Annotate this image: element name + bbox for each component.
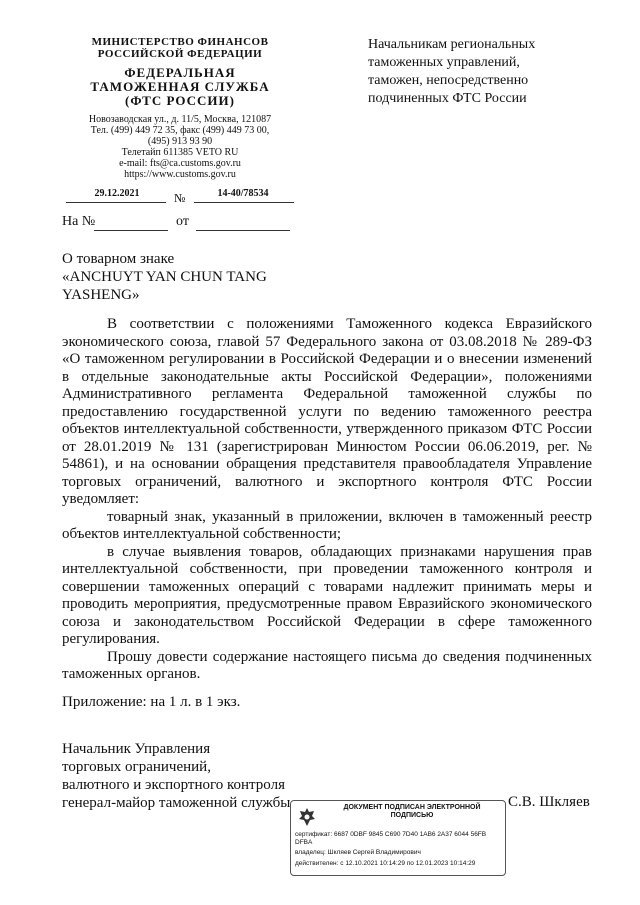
letter-body — [62, 316, 592, 684]
ministry-line: РОССИЙСКОЙ ФЕДЕРАЦИИ — [97, 48, 263, 60]
subject — [62, 250, 267, 304]
electronic-signature-stamp — [290, 800, 506, 876]
body-paragraph: в случае выявления товаров, обладающих признаками нарушения прав интеллектуальной собственности, при проведении таможенного контроля и совершении таможенных операций с товарами надлежит принимать меры и проводить мероприятия, предусмотренные правом Евразийского экономического союза и законодательством Российской Федерации в сфере таможенного регулирования. — [62, 543, 592, 647]
service-line: ТАМОЖЕННАЯ СЛУЖБА — [90, 79, 270, 94]
body-paragraph: товарный знак, указанный в приложении, включен в таможенный реестр объектов интеллектуальной собственности; — [62, 508, 592, 542]
reference-label: На № — [62, 214, 96, 229]
stamp-header-line: ПОДПИСЬЮ — [390, 812, 434, 819]
reference-date-line — [196, 230, 290, 231]
number-sign: № — [174, 191, 186, 205]
reference-number-line — [94, 230, 168, 231]
stamp-validity: действителен: с 12.10.2021 10:14:29 по 12.01.2023 10:14:29 — [295, 860, 476, 867]
signatory-title-line: валютного и экспортного контроля — [62, 777, 285, 793]
address-line: Телетайп 611385 VETO RU — [121, 147, 239, 158]
signatory-name: С.В. Шкляев — [508, 794, 590, 810]
reference-from: от — [176, 214, 189, 229]
address-line: https://www.customs.gov.ru — [124, 169, 236, 180]
signatory-title-line: Начальник Управления — [62, 741, 211, 757]
body-paragraph: Прошу довести содержание настоящего письма до сведения подчиненных таможенных органов. — [62, 648, 592, 682]
signatory-title — [62, 740, 290, 812]
address-line: e-mail: fts@ca.customs.gov.ru — [119, 158, 241, 169]
address-line: (495) 913 93 90 — [147, 136, 213, 147]
stamp-certificate: сертификат: 6687 0DBF 9845 C690 7D40 1AB6 2A37 6044 56FB DFBA — [295, 831, 487, 846]
stamp-header-line: ДОКУМЕНТ ПОДПИСАН ЭЛЕКТРОННОЙ — [343, 804, 481, 811]
subject-line: YASHENG» — [62, 287, 140, 303]
service-line: ФЕДЕРАЛЬНАЯ — [124, 65, 236, 80]
subject-line: О товарном знаке — [62, 251, 175, 267]
stamp-owner: владелец: Шкляев Сергей Владимирович — [295, 849, 421, 856]
date-line — [66, 202, 166, 203]
number-line — [194, 202, 294, 203]
attachment-note: Приложение: на 1 л. в 1 экз. — [62, 694, 241, 710]
address-line: Тел. (499) 449 72 35, факс (499) 449 73 00, — [90, 125, 270, 136]
emblem-icon — [295, 805, 319, 829]
signatory-title-line: генерал-майор таможенной службы — [62, 795, 291, 811]
addressee: Начальникам региональных таможенных управлений, таможен, непосредственно подчиненных ФТС России — [368, 37, 536, 106]
document-number: 14-40/78534 — [217, 188, 269, 199]
letterhead — [60, 36, 300, 180]
service-line: (ФТС РОССИИ) — [125, 93, 235, 108]
service-address — [60, 114, 300, 180]
document-date: 29.12.2021 — [94, 188, 140, 199]
address-line: Новозаводская ул., д. 11/5, Москва, 121087 — [88, 114, 272, 125]
service-name — [60, 66, 300, 108]
body-paragraph: В соответствии с положениями Таможенного кодекса Евразийского экономического союза, главой 57 Федерального закона от 03.08.2018 № 289-ФЗ «О таможенном регулировании в Российской Федерации и о внесении изменений в отдельные законодательные акты Российской Федерации», положениями Административного регламента Федеральной таможенной службы по предоставлению государственной услуги по ведению таможенного реестра объектов интеллектуальной собственности, утвержденного приказом ФТС России от 28.01.2019 № 131 (зарегистрирован Минюстом России 06.06.2019, рег. № 54861), и на основании обращения представителя правообладателя Управление торговых ограничений, валютного и экспортного контроля ФТС России уведомляет: — [62, 316, 592, 507]
stamp-header — [321, 804, 503, 820]
subject-line: «ANCHUYT YAN CHUN TANG — [62, 269, 267, 285]
ministry-line: МИНИСТЕРСТВО ФИНАНСОВ — [91, 36, 269, 48]
signatory-title-line: торговых ограничений, — [62, 759, 211, 775]
ministry-name — [60, 36, 300, 60]
